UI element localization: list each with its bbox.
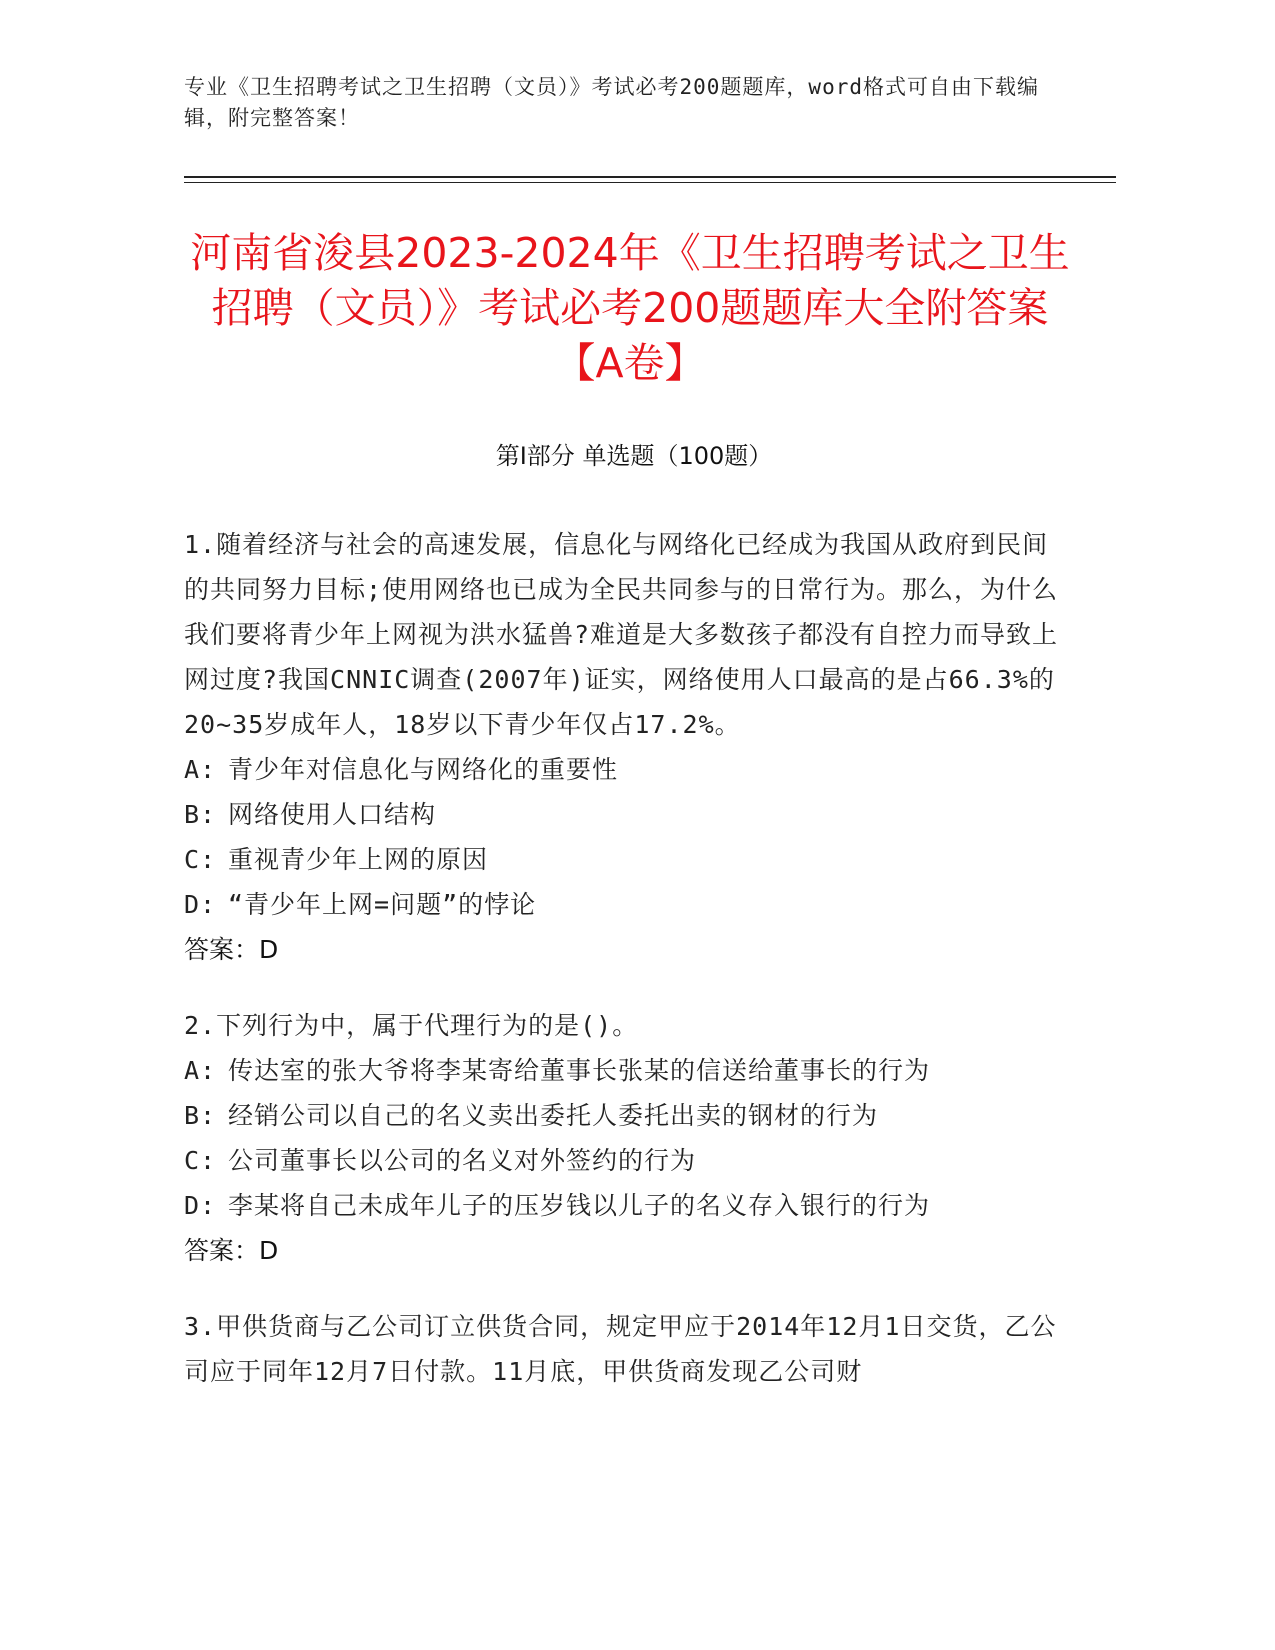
option-label: B:: [184, 800, 217, 829]
option-text: 青少年对信息化与网络化的重要性: [228, 755, 619, 784]
option-d: [184, 1183, 1064, 1228]
option-text: 李某将自己未成年儿子的压岁钱以儿子的名义存入银行的行为: [228, 1191, 931, 1220]
option-a: [184, 747, 1064, 792]
option-text: 公司董事长以公司的名义对外签约的行为: [228, 1146, 697, 1175]
option-label: A:: [184, 1056, 217, 1085]
option-a: [184, 1048, 1064, 1093]
question-3: [184, 1304, 1064, 1394]
option-text: 网络使用人口结构: [228, 800, 437, 829]
section-heading: 第I部分 单选题（100题）: [495, 442, 773, 470]
option-text: 重视青少年上网的原因: [228, 845, 489, 874]
question-stem: 2.下列行为中，属于代理行为的是()。: [184, 1011, 639, 1040]
document-title: 河南省浚县2023-2024年《卫生招聘考试之卫生招聘（文员）》考试必考200题题库大全附答案【A卷】: [190, 229, 1070, 387]
option-text: 传达室的张大爷将李某寄给董事长张某的信送给董事长的行为: [228, 1056, 931, 1085]
option-c: [184, 837, 1064, 882]
header-divider-thin: [184, 182, 1116, 183]
question-stem: 3.甲供货商与乙公司订立供货合同，规定甲应于2014年12月1日交货，乙公司应于同年12月7日付款。11月底，甲供货商发现乙公司财: [184, 1312, 1057, 1386]
header-divider-thick: [184, 176, 1116, 178]
option-label: D:: [184, 890, 217, 919]
option-b: [184, 792, 1064, 837]
option-text: 经销公司以自己的名义卖出委托人委托出卖的钢材的行为: [228, 1101, 879, 1130]
option-label: D:: [184, 1191, 217, 1220]
question-1: [184, 522, 1064, 972]
header-note: 专业《卫生招聘考试之卫生招聘（文员）》考试必考200题题库，word格式可自由下载编辑，附完整答案！: [184, 75, 1039, 130]
option-label: C:: [184, 1146, 217, 1175]
option-b: [184, 1093, 1064, 1138]
answer-line: 答案：D: [184, 1236, 279, 1265]
question-stem: 1.随着经济与社会的高速发展，信息化与网络化已经成为我国从政府到民间的共同努力目标;使用网络也已成为全民共同参与的日常行为。那么，为什么我们要将青少年上网视为洪水猛兽?难道是大多数孩子都没有自控力而导致上网过度?我国CNNIC调查(2007年)证实，网络使用人口最高的是占66.3%的20~35岁成年人，18岁以下青少年仅占17.2%。: [184, 530, 1059, 739]
question-2: [184, 1003, 1064, 1273]
option-c: [184, 1138, 1064, 1183]
option-label: B:: [184, 1101, 217, 1130]
option-label: C:: [184, 845, 217, 874]
option-label: A:: [184, 755, 217, 784]
answer-line: 答案：D: [184, 935, 279, 964]
question-list: [184, 522, 1064, 1425]
option-d: [184, 882, 1064, 927]
option-text: “青少年上网=问题”的悖论: [228, 890, 537, 919]
